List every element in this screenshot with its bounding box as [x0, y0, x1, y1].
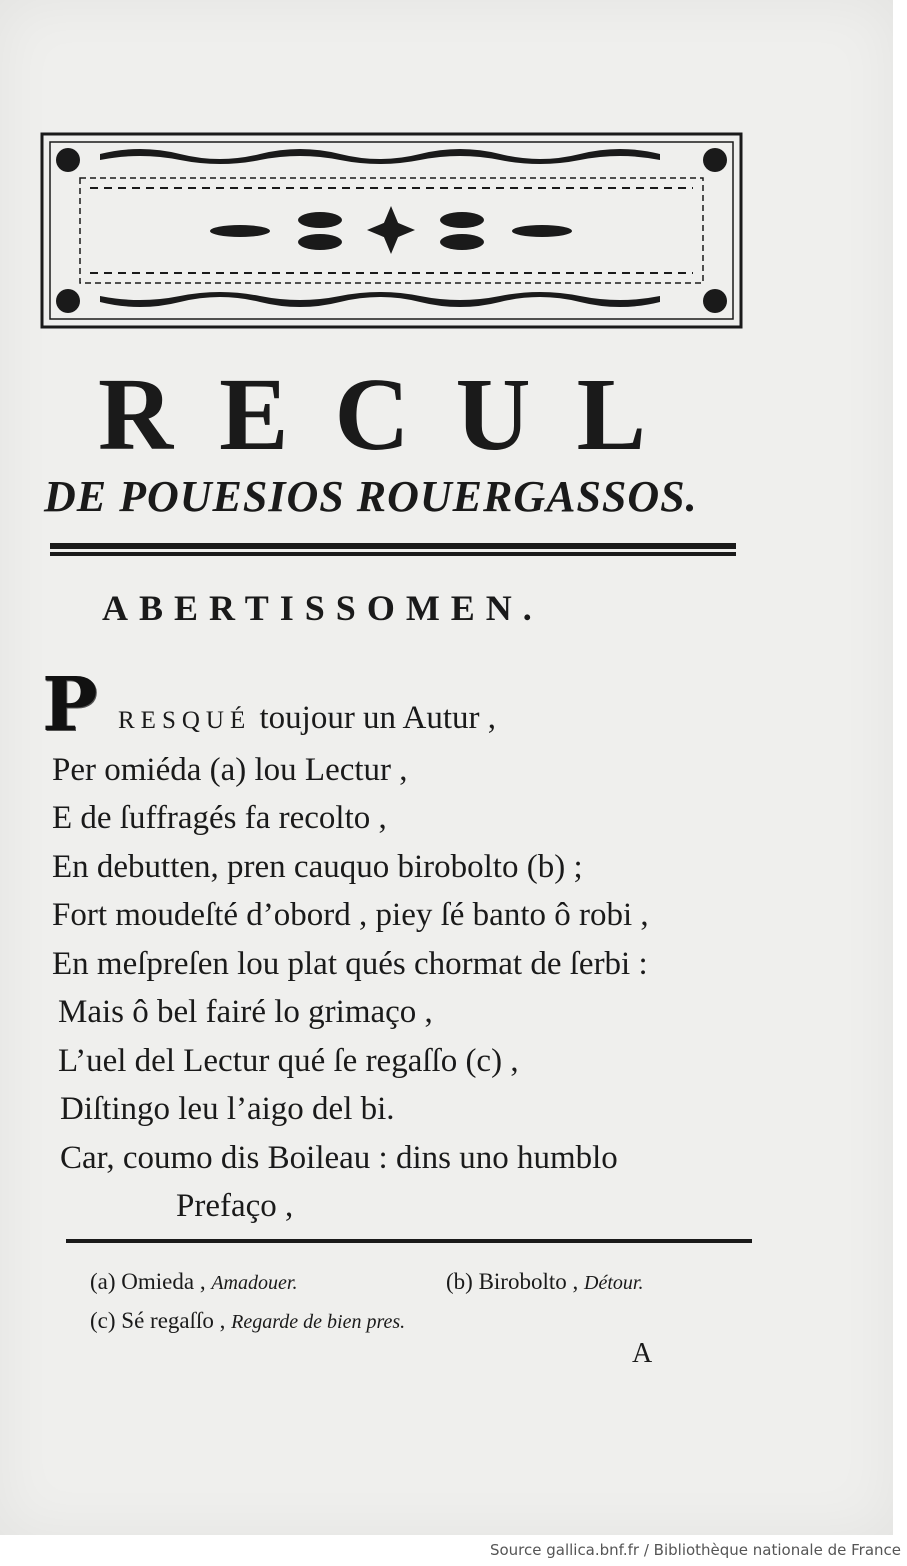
footnote-marker: (a): [90, 1269, 116, 1294]
footnote-gloss: Amadouer.: [211, 1272, 298, 1294]
poem-line: En meſpreſen lou plat qués chormat de ſerbi :: [52, 946, 648, 982]
poem-line: L’uel del Lectur qué ſe regaſſo (c) ,: [58, 1043, 519, 1079]
footnote-c: [90, 1307, 405, 1336]
poem-line: Diſtingo leu l’aigo del bi.: [60, 1091, 395, 1127]
footnote-divider: [66, 1239, 752, 1243]
source-credit: Source gallica.bnf.fr / Bibliothèque nationale de France: [489, 1541, 901, 1559]
headpiece-ornament: [40, 132, 743, 329]
footnote-word: Omieda ,: [121, 1269, 206, 1294]
footnote-marker: (b): [446, 1269, 473, 1294]
poem-line: Prefaço ,: [176, 1188, 294, 1224]
poem-line: Fort moudeſté d’obord , piey ſé banto ô robi ,: [52, 897, 649, 933]
footnote-a: [90, 1268, 297, 1297]
book-subtitle: DE POUESIOS ROUERGASSOS.: [44, 472, 698, 521]
first-word-rest: RESQUÉ: [118, 707, 252, 734]
book-title: RECUL: [97, 357, 693, 472]
signature-mark: A: [632, 1338, 653, 1369]
poem-line-1: [118, 698, 496, 741]
footnote-b: [446, 1268, 643, 1297]
drop-cap-letter: P: [42, 662, 98, 748]
poem-line: En debutten, pren cauquo birobolto (b) ;: [52, 849, 583, 885]
double-rule-divider: [50, 543, 736, 557]
footnote-word: Birobolto ,: [478, 1269, 579, 1294]
poem-line: Mais ô bel fairé lo grimaço ,: [58, 994, 433, 1030]
footnote-gloss: Regarde de bien pres.: [231, 1311, 406, 1333]
section-heading: ABERTISSOMEN.: [102, 588, 543, 628]
footnote-gloss: Détour.: [584, 1272, 644, 1294]
first-line-rest: toujour un Autur ,: [259, 700, 496, 736]
poem-line: Car, coumo dis Boileau : dins uno humblo: [60, 1140, 618, 1176]
footnote-word: Sé regaſſo ,: [121, 1308, 226, 1333]
poem-line: Per omiéda (a) lou Lectur ,: [52, 752, 408, 788]
footnote-marker: (c): [90, 1308, 116, 1333]
poem-line: E de ſuffragés fa recolto ,: [52, 800, 387, 836]
